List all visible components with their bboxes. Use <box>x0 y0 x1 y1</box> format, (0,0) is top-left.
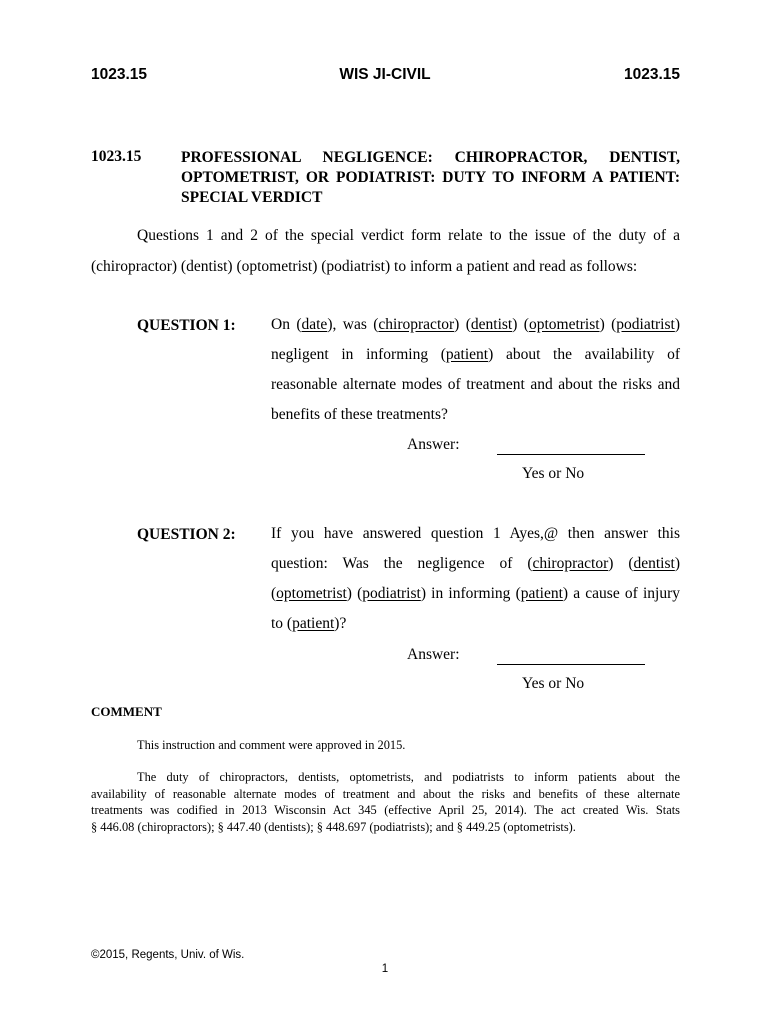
title-number: 1023.15 <box>91 148 142 165</box>
question-2-answer-line <box>497 650 645 665</box>
question-2-line: (optometrist) (podiatrist) in informing (patient) a cause of injury <box>271 585 680 602</box>
question-2-yes-no: Yes or No <box>522 675 585 692</box>
comment-line: The duty of chiropractors, dentists, optometrists, and podiatrists to inform patients about the <box>137 770 680 784</box>
question-1-label: QUESTION 1: <box>137 317 236 334</box>
intro-text: Questions 1 and 2 of the special verdict form relate to the issue of the duty of a <box>137 227 680 244</box>
intro-line-2 <box>91 258 664 276</box>
question-2-line: question: Was the negligence of (chiropractor) (dentist) <box>271 555 680 572</box>
title-line: PROFESSIONAL NEGLIGENCE: CHIROPRACTOR, DENTIST, <box>181 149 680 166</box>
question-1-line: negligent in informing (patient) about the availability of <box>271 346 680 363</box>
comment-line: treatments was codified in 2013 Wisconsin Act 345 (effective April 25, 2014). The act created Wis. Stats <box>91 803 680 817</box>
title-line: SPECIAL VERDICT <box>181 189 323 206</box>
question-2-label: QUESTION 2: <box>137 526 236 543</box>
comment-line: § 446.08 (chiropractors); § 447.40 (dentists); § 448.697 (podiatrists); and § 449.25 (optometrists). <box>91 819 576 834</box>
comment-line: availability of reasonable alternate modes of treatment and about the risks and benefits of these alternate <box>91 786 680 801</box>
question-1-line: reasonable alternate modes of treatment and about the risks and <box>271 376 680 393</box>
question-1-line: benefits of these treatments? <box>271 406 448 423</box>
question-2-answer-label: Answer: <box>407 646 460 663</box>
header-section-right: 1023.15 <box>623 66 680 83</box>
page-title <box>181 148 680 208</box>
page-number: 1 <box>381 963 389 975</box>
question-1-answer-label: Answer: <box>407 436 460 453</box>
header-title: WIS JI-CIVIL <box>339 66 431 83</box>
question-2-line: to (patient)? <box>271 615 347 632</box>
footer-copyright: ©2015, Regents, Univ. of Wis. <box>91 949 245 961</box>
question-1-line: On (date), was (chiropractor) (dentist) (optometrist) (podiatrist) <box>271 316 681 333</box>
question-2-text <box>271 519 680 639</box>
comment-paragraph <box>91 769 680 835</box>
comment-heading: COMMENT <box>91 704 162 719</box>
question-2-line: If you have answered question 1 Ayes,@ then answer this <box>271 525 680 542</box>
question-1-text <box>271 310 680 430</box>
intro-line-1 <box>137 227 680 245</box>
header-section-left: 1023.15 <box>91 66 148 83</box>
intro-text: (chiropractor) (dentist) (optometrist) (podiatrist) to inform a patient and read as follows: <box>91 258 638 275</box>
date-field: date <box>301 316 328 333</box>
comment-approved: This instruction and comment were approved in 2015. <box>137 738 406 752</box>
question-1-yes-no: Yes or No <box>522 465 585 482</box>
title-line: OPTOMETRIST, OR PODIATRIST: DUTY TO INFORM A PATIENT: <box>181 169 680 186</box>
patient-field: patient <box>445 346 489 363</box>
question-1-answer-line <box>497 440 645 455</box>
